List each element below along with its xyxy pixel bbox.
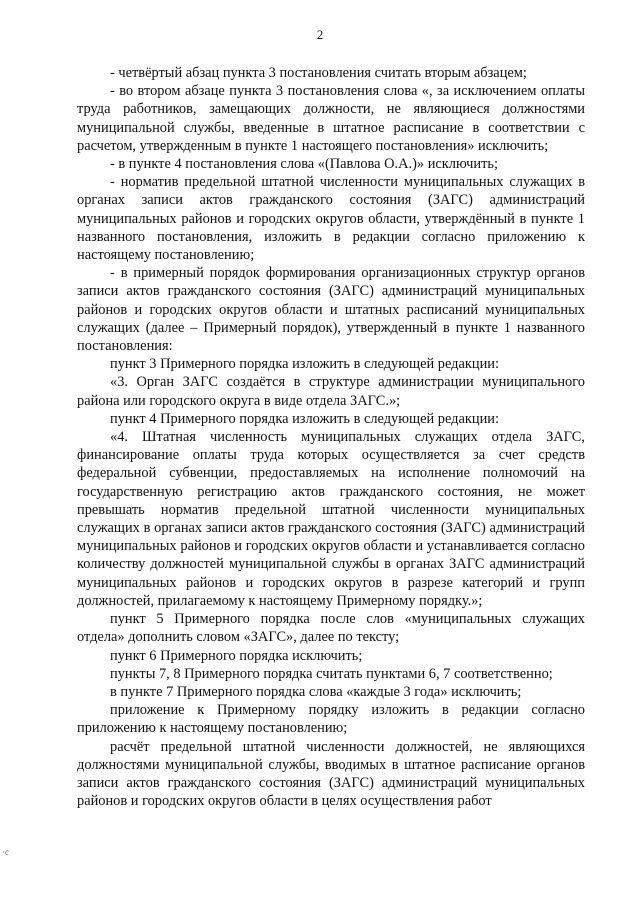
paragraph-1: - четвёртый абзац пункта 3 постановления считать вторым абзацем;: [110, 65, 527, 81]
paragraph-12: пункты 7, 8 Примерного порядка считать пунктами 6, 7 соответственно;: [110, 665, 553, 682]
paragraph-6: пункт 3 Примерного порядка изложить в следующей редакции:: [110, 356, 499, 373]
paragraph-8: пункт 4 Примерного порядка изложить в следующей редакции:: [110, 410, 499, 427]
paragraph-4: - норматив предельной штатной численности муниципальных служащих в органах записи актов гражданского состояния (ЗАГС) администраций муниципальных районов и городских округов области, утверждённый в пункте 1 названного постановления, изложить в редакции согласно приложению к настоящему постановлению;: [77, 174, 585, 264]
paragraph-15: расчёт предельной штатной численности должностей, не являющихся должностями муниципальной службы, вводимых в штатное расписание органов записи актов гражданского состояния (ЗАГС) администраций муниципальных районов и городских округов области в целях осуществления работ: [77, 738, 585, 810]
paragraph-7: «3. Орган ЗАГС создаётся в структуре администрации муниципального района или городского округа в виде отдела ЗАГС.»;: [77, 374, 585, 409]
paragraph-2: - во втором абзаце пункта 3 постановления слова «, за исключением оплаты труда работников, замещающих должности, не являющиеся должностями муниципальной службы, введенные в штатное расписание в соответствии с расчетом, утвержденным в пункте 1 настоящего постановления» исключить;: [77, 83, 585, 154]
paragraph-14: приложение к Примерному порядку изложить в редакции согласно приложению к настоящему постановлению;: [77, 702, 585, 737]
paragraph-3: - в пункте 4 постановления слова «(Павлова О.А.)» исключить;: [110, 156, 498, 173]
paragraph-5: - в примерный порядок формирования организационных структур органов записи актов гражданского состояния (ЗАГС) администраций муниципальных районов и городских округов области и штатных расписаний муниципальных служащих (далее – Примерный порядок), утвержденный в пункте 1 названного постановления:: [77, 265, 585, 355]
paragraph-10: пункт 5 Примерного порядка после слов «муниципальных служащих отдела» дополнить словом «ЗАГС», далее по тексту;: [77, 611, 585, 646]
page-number: 2: [316, 27, 324, 42]
paragraph-9: «4. Штатная численность муниципальных служащих отдела ЗАГС, финансирование оплаты труда которых осуществляется за счет средств федеральной субвенции, предоставляемых на исполнение полномочий на государственную регистрацию актов гражданского состояния, не может превышать норматив предельной штатной численности муниципальных служащих в органах записи актов гражданского состояния (ЗАГС) администраций муниципальных районов и городских округов области и устанавливается согласно количеству должностей муниципальной службы в органах ЗАГС администраций муниципальных районов и городских округов в разрезе категорий и групп должностей, прилагаемому к настоящему Примерному порядку.»;: [77, 429, 585, 609]
paragraph-13: в пункте 7 Примерного порядка слова «каждые 3 года» исключить;: [110, 683, 522, 700]
paragraph-11: пункт 6 Примерного порядка исключить;: [110, 647, 363, 664]
document-body: [77, 64, 585, 810]
scan-edge-mark: ·с: [2, 847, 9, 857]
